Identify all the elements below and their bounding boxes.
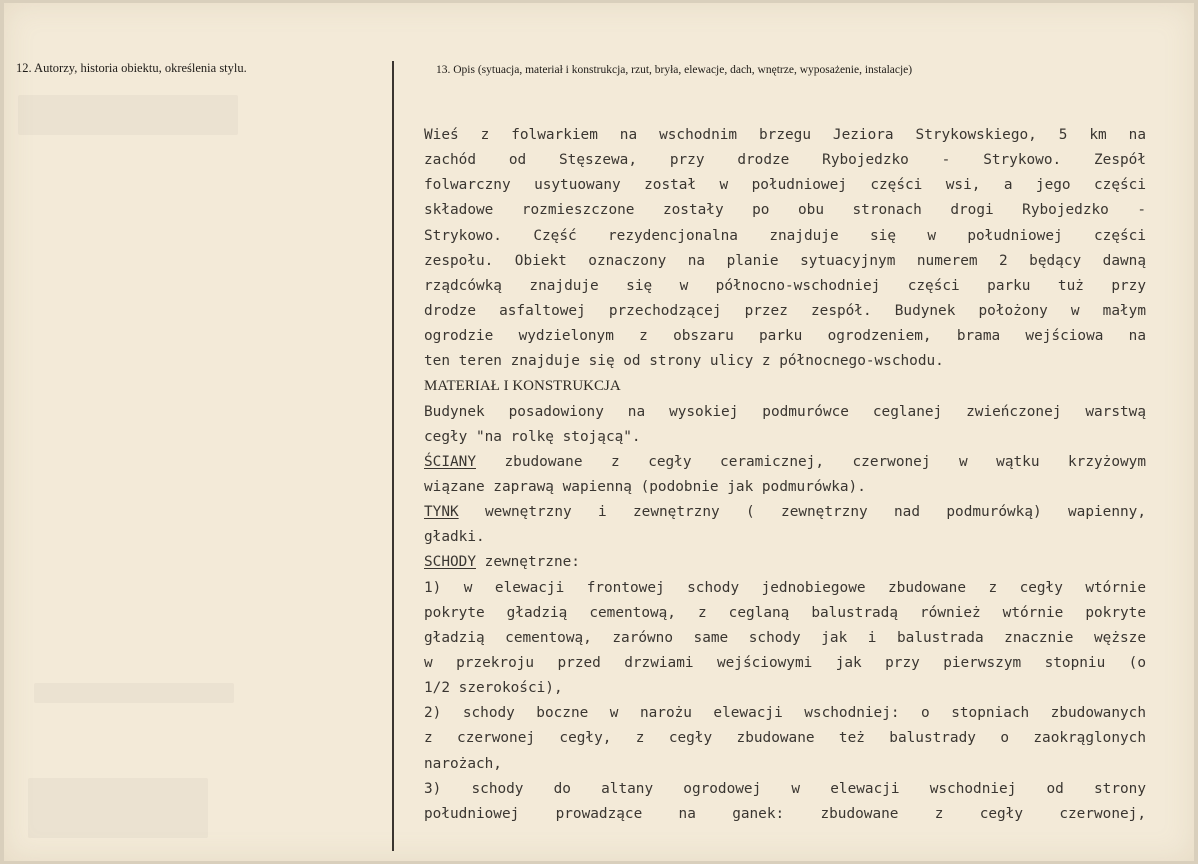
text-line: wiązane zaprawą wapienną (podobnie jak podmurówka). bbox=[424, 478, 866, 495]
stairs-label: SCHODY bbox=[424, 554, 476, 571]
text-line: pokryte gładzią cementową, z ceglaną balustradą również wtórnie pokryte bbox=[424, 604, 1146, 621]
plaster-label: TYNK bbox=[424, 504, 459, 521]
plaster-text: wewnętrzny i zewnętrzny ( zewnętrzny nad podmurówką) wapienny, bbox=[485, 504, 1146, 521]
text-line: gładzią cementową, zarówno same schody jak i balustrada znacznie węższe bbox=[424, 629, 1146, 646]
material-heading: MATERIAŁ I KONSTRUKCJA bbox=[424, 378, 621, 395]
plaster-line bbox=[424, 500, 1146, 525]
column-divider bbox=[392, 61, 394, 851]
description-text bbox=[424, 123, 1146, 827]
text-line: gładki. bbox=[424, 529, 485, 546]
section-12-title: 12. Autorzy, historia obiektu, określenia stylu. bbox=[16, 61, 247, 75]
faint-smudge bbox=[18, 95, 238, 135]
text-line: drodze asfaltowej przechodzącej przez zespół. Budynek położony w małym bbox=[424, 302, 1146, 319]
text-line: folwarczny usytuowany został w południowej części wsi, a jego części bbox=[424, 177, 1146, 194]
walls-label: ŚCIANY bbox=[424, 453, 476, 470]
faint-smudge bbox=[28, 778, 208, 838]
text-line: Wieś z folwarkiem na wschodnim brzegu Jeziora Strykowskiego, 5 km na bbox=[424, 127, 1146, 143]
text-line: ogrodzie wydzielonym z obszaru parku ogrodzeniem, brama wejściowa na bbox=[424, 328, 1146, 345]
text-line: Budynek posadowiony na wysokiej podmurówce ceglanej zwieńczonej warstwą bbox=[424, 403, 1146, 420]
text-line: ten teren znajduje się od strony ulicy z północnego-wschodu. bbox=[424, 353, 944, 370]
text-line: 1/2 szerokości), bbox=[424, 680, 563, 697]
walls-text: zbudowane z cegły ceramicznej, czerwonej w wątku krzyżowym bbox=[504, 453, 1146, 470]
walls-line bbox=[424, 450, 1146, 475]
text-line: południowej prowadzące na ganek: zbudowane z cegły czerwonej, bbox=[424, 805, 1146, 822]
text-line: z czerwonej cegły, z cegły zbudowane też balustrady o zaokrąglonych bbox=[424, 730, 1146, 747]
document-sheet bbox=[4, 3, 1194, 861]
text-line: w przekroju przed drzwiami wejściowymi jak przy pierwszym stopniu (o bbox=[424, 654, 1146, 671]
text-line: rządcówką znajduje się w północno-wschodniej części parku tuż przy bbox=[424, 277, 1146, 294]
stairs-suffix: zewnętrzne: bbox=[484, 554, 580, 571]
stairs-line bbox=[424, 550, 1146, 575]
text-line: 2) schody boczne w narożu elewacji wschodniej: o stopniach zbudowanych bbox=[424, 705, 1146, 722]
text-line: Strykowo. Część rezydencjonalna znajduje się w południowej części bbox=[424, 227, 1146, 244]
text-line: 3) schody do altany ogrodowej w elewacji wschodniej od strony bbox=[424, 780, 1146, 797]
text-line: cegły "na rolkę stojącą". bbox=[424, 428, 641, 445]
text-line: 1) w elewacji frontowej schody jednobiegowe zbudowane z cegły wtórnie bbox=[424, 579, 1146, 596]
section-13-title: 13. Opis (sytuacja, materiał i konstrukcja, rzut, bryła, elewacje, dach, wnętrze, wyposażenie, instalacje) bbox=[436, 64, 913, 76]
text-line: zespołu. Obiekt oznaczony na planie sytuacyjnym numerem 2 będący dawną bbox=[424, 252, 1146, 269]
text-line: narożach, bbox=[424, 755, 502, 772]
text-line: składowe rozmieszczone zostały po obu stronach drogi Rybojedzko - bbox=[424, 202, 1146, 219]
faint-smudge bbox=[34, 683, 234, 703]
text-line: zachód od Stęszewa, przy drodze Rybojedzko - Strykowo. Zespół bbox=[424, 152, 1146, 169]
